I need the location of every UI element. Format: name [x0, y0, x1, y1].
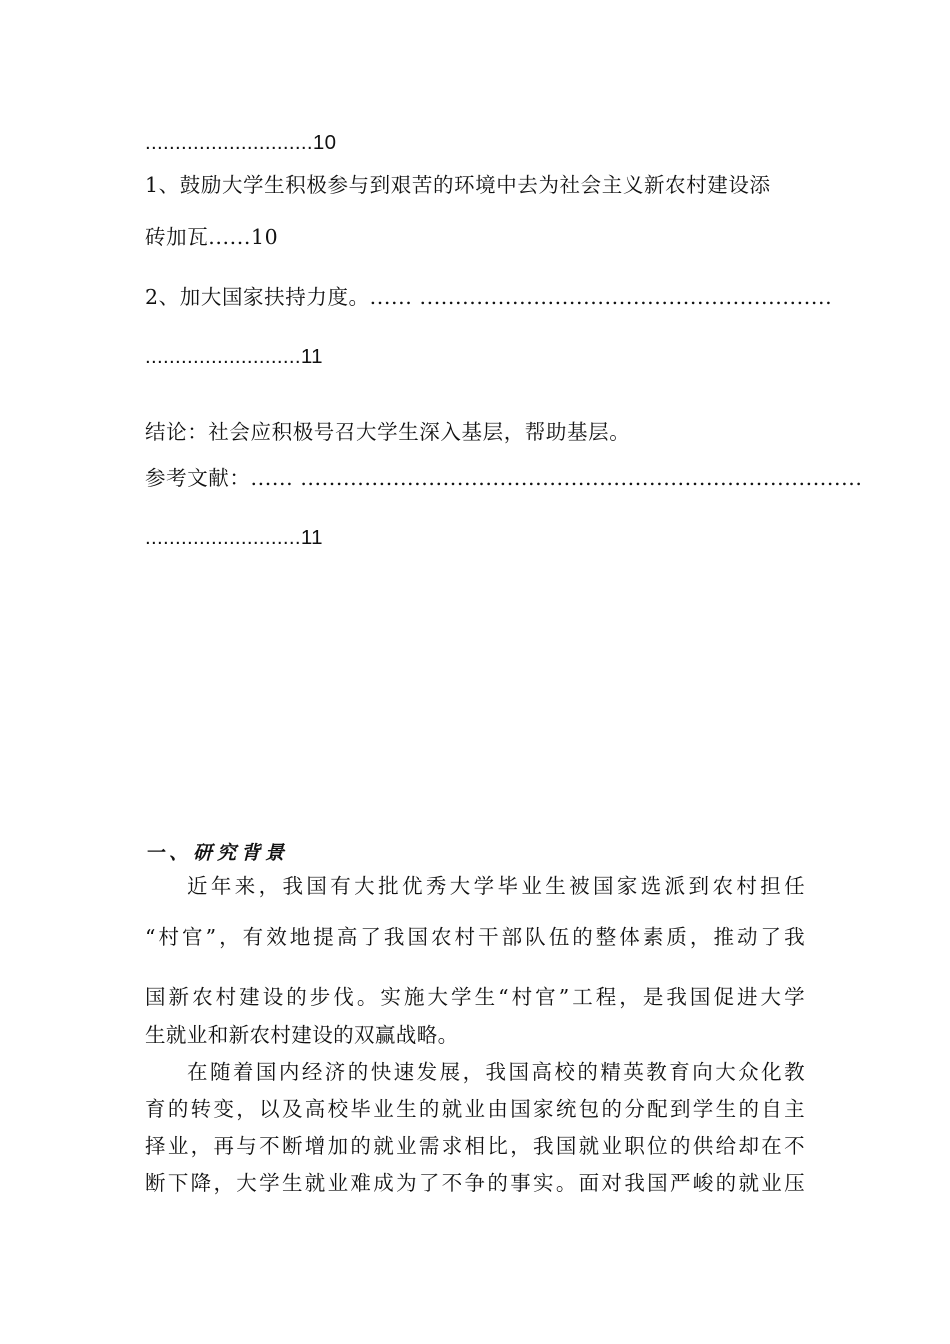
- paragraph-2-line-3: 择业，再与不断增加的就业需求相比，我国就业职位的供给却在不: [145, 1134, 805, 1158]
- paragraph-2-line-2: 育的转变，以及高校毕业生的就业由国家统包的分配到学生的自主: [145, 1097, 805, 1121]
- paragraph-1-line-3: 国新农村建设的步伐。实施大学生“村官”工程，是我国促进大学: [145, 985, 805, 1009]
- toc-entry-1-second-line: 砖加瓦......10: [145, 225, 279, 249]
- toc-references-first-line: 参考文献：...... ...............................................................................: [145, 466, 863, 490]
- paragraph-1-line-1: 近年来，我国有大批优秀大学毕业生被国家选派到农村担任: [187, 874, 805, 898]
- toc-entry-1-first-line: 1、鼓励大学生积极参与到艰苦的环境中去为社会主义新农村建设添: [145, 173, 771, 197]
- section-heading: 一、研究背景: [145, 842, 290, 864]
- paragraph-1-line-2: “村官”，有效地提高了我国农村干部队伍的整体素质，推动了我: [145, 925, 805, 949]
- toc-entry-2-first-line: 2、加大国家扶持力度。...... ..........................................................: [145, 285, 833, 309]
- toc-conclusion: 结论：社会应积极号召大学生深入基层，帮助基层。: [145, 420, 631, 444]
- paragraph-2-line-4: 断下降，大学生就业难成为了不争的事实。面对我国严峻的就业压: [145, 1171, 805, 1195]
- toc-references-second-line: ..........................11: [145, 526, 323, 549]
- toc-entry-2-second-line: ..........................11: [145, 345, 323, 368]
- paragraph-2-line-1: 在随着国内经济的快速发展，我国高校的精英教育向大众化教: [187, 1060, 805, 1084]
- toc-line-page-10: ............................10: [145, 131, 337, 154]
- paragraph-1-line-4: 生就业和新农村建设的双赢战略。: [145, 1023, 459, 1047]
